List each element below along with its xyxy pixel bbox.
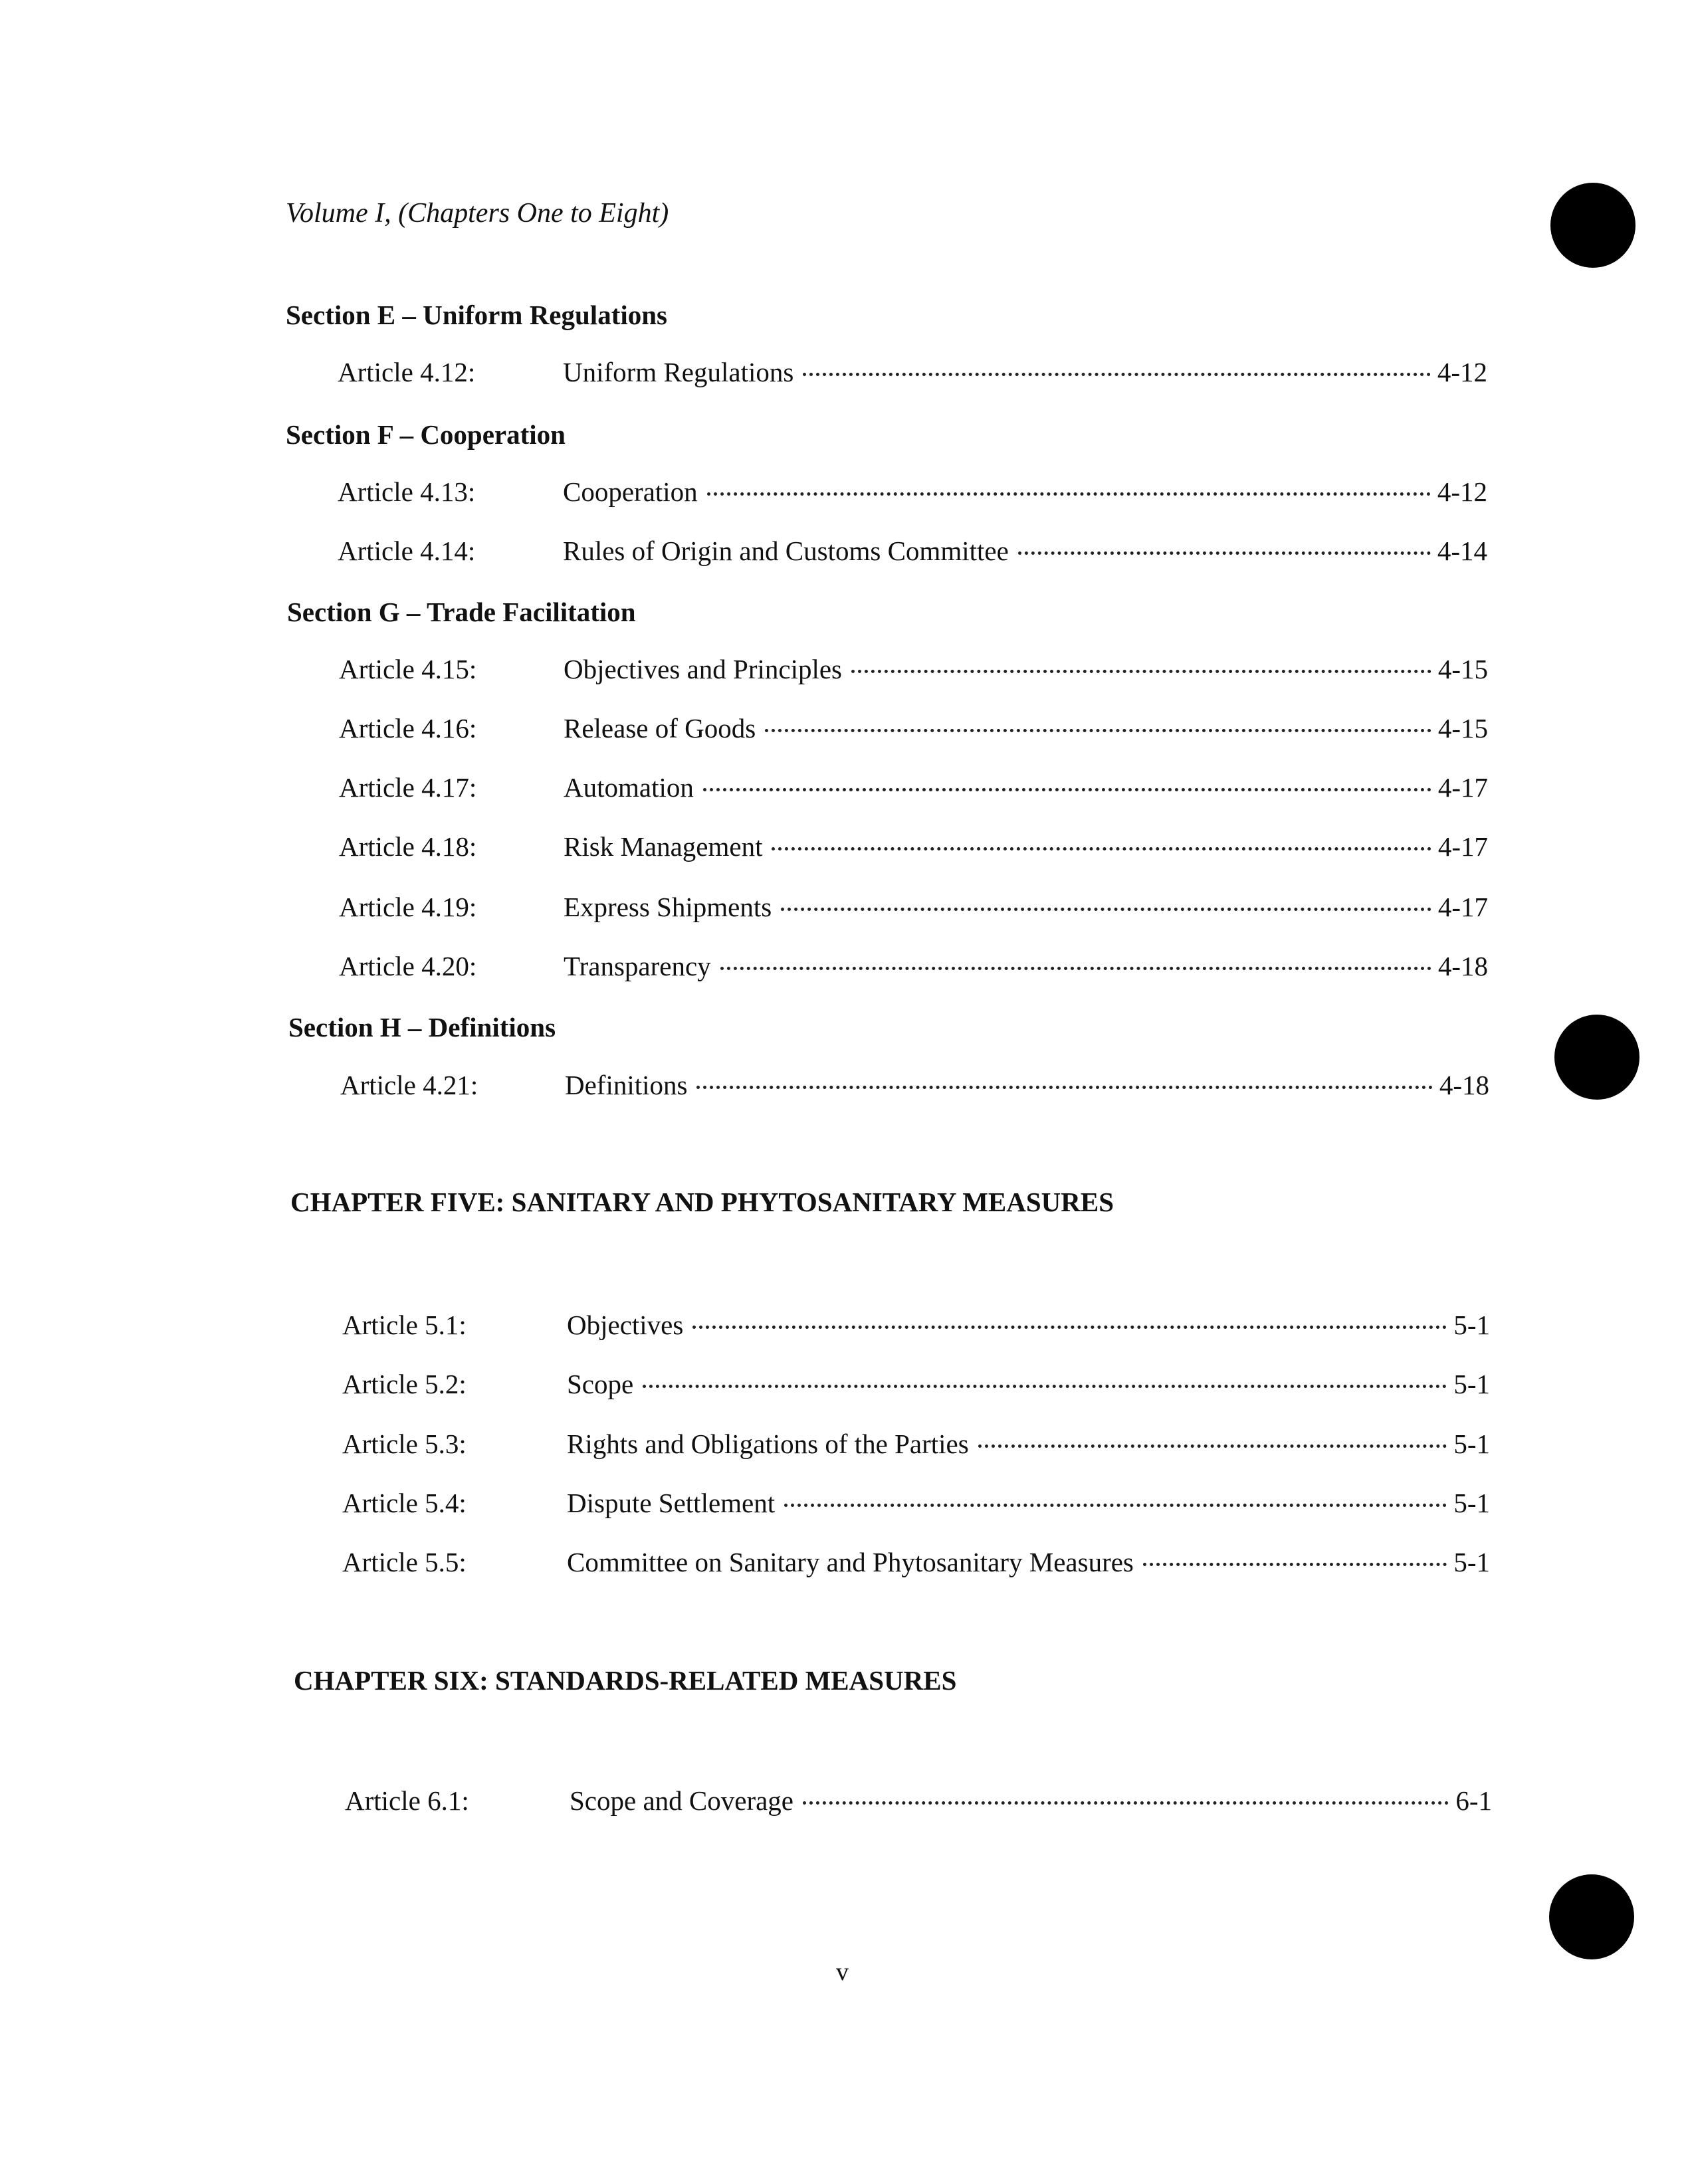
article-number: Article 4.21:	[340, 1070, 478, 1100]
toc-entry[interactable]	[339, 769, 1488, 806]
toc-entry[interactable]	[340, 1066, 1489, 1104]
article-title: Rules of Origin and Customs Committee	[563, 536, 1009, 566]
dot-leader	[978, 1444, 1447, 1448]
article-title: Uniform Regulations	[563, 357, 794, 387]
article-number: Article 5.5:	[342, 1547, 467, 1577]
section-heading: Section G – Trade Facilitation	[287, 597, 636, 627]
section-heading: Section E – Uniform Regulations	[286, 300, 667, 330]
toc-entry[interactable]	[345, 1782, 1492, 1819]
page-reference: 4-18	[1439, 1070, 1489, 1100]
dot-leader	[851, 670, 1431, 673]
page-reference: 4-12	[1437, 357, 1487, 387]
page-number: v	[836, 1958, 849, 1986]
dot-leader	[765, 729, 1431, 732]
article-number: Article 5.4:	[342, 1488, 467, 1518]
article-title: Rights and Obligations of the Parties	[567, 1429, 969, 1459]
article-title: Committee on Sanitary and Phytosanitary Measures	[567, 1547, 1134, 1577]
dot-leader	[1018, 551, 1431, 555]
article-number: Article 4.14:	[338, 536, 476, 566]
article-number: Article 6.1:	[345, 1785, 469, 1816]
article-number: Article 5.1:	[342, 1310, 467, 1340]
toc-entry[interactable]	[342, 1484, 1490, 1522]
page-reference: 4-17	[1437, 831, 1488, 862]
toc-entry[interactable]	[338, 473, 1487, 510]
page-reference: 4-15	[1437, 713, 1488, 744]
article-title: Cooperation	[563, 476, 698, 507]
article-title: Definitions	[565, 1070, 688, 1100]
dot-leader	[643, 1385, 1447, 1388]
toc-entry[interactable]	[338, 353, 1487, 391]
article-number: Article 4.15:	[339, 654, 477, 684]
dot-leader	[703, 788, 1431, 791]
chapter-heading: CHAPTER SIX: STANDARDS-RELATED MEASURES	[294, 1665, 957, 1696]
page-reference: 5-1	[1453, 1547, 1490, 1577]
punch-hole-middle	[1554, 1015, 1639, 1100]
toc-entry[interactable]	[339, 650, 1488, 688]
section-heading: Section F – Cooperation	[286, 419, 566, 450]
dot-leader	[772, 847, 1431, 850]
toc-entry[interactable]	[342, 1365, 1490, 1403]
dot-leader	[720, 967, 1431, 970]
page-reference: 5-1	[1453, 1310, 1490, 1340]
article-title: Dispute Settlement	[567, 1488, 776, 1518]
article-title: Objectives and Principles	[564, 654, 843, 684]
article-title: Objectives	[567, 1310, 684, 1340]
article-number: Article 4.20:	[339, 951, 477, 981]
toc-entry[interactable]	[342, 1425, 1490, 1462]
article-title: Transparency	[564, 951, 711, 981]
article-number: Article 4.19:	[339, 892, 477, 922]
page-reference: 6-1	[1455, 1785, 1492, 1816]
page-reference: 4-14	[1437, 536, 1487, 566]
toc-entry[interactable]	[342, 1543, 1490, 1581]
dot-leader	[803, 1801, 1449, 1805]
volume-heading: Volume I, (Chapters One to Eight)	[286, 198, 669, 229]
article-number: Article 4.13:	[338, 476, 476, 507]
dot-leader	[707, 492, 1431, 496]
article-number: Article 5.3:	[342, 1429, 467, 1459]
dot-leader	[696, 1086, 1432, 1089]
article-number: Article 4.18:	[339, 831, 477, 862]
article-number: Article 4.12:	[338, 357, 476, 387]
toc-entry[interactable]	[338, 532, 1487, 569]
punch-hole-top	[1550, 183, 1635, 268]
dot-leader	[781, 908, 1431, 911]
article-number: Article 4.16:	[339, 713, 477, 744]
toc-entry[interactable]	[342, 1306, 1490, 1343]
page-reference: 5-1	[1453, 1488, 1490, 1518]
page-reference: 4-17	[1437, 772, 1488, 803]
page-reference: 5-1	[1453, 1429, 1490, 1459]
chapter-heading: CHAPTER FIVE: SANITARY AND PHYTOSANITARY MEASURES	[290, 1187, 1114, 1217]
toc-entry[interactable]	[339, 947, 1488, 985]
article-title: Release of Goods	[564, 713, 756, 744]
punch-hole-bottom	[1549, 1874, 1634, 1959]
page-reference: 4-15	[1437, 654, 1488, 684]
article-title: Automation	[564, 772, 694, 803]
page-reference: 4-12	[1437, 476, 1487, 507]
article-title: Risk Management	[564, 831, 763, 862]
toc-entry[interactable]	[339, 888, 1488, 926]
page-reference: 4-18	[1437, 951, 1488, 981]
toc-entry[interactable]	[339, 710, 1488, 747]
article-title: Scope and Coverage	[570, 1785, 793, 1816]
dot-leader	[1143, 1563, 1447, 1566]
dot-leader	[784, 1504, 1447, 1507]
page-reference: 5-1	[1453, 1369, 1490, 1399]
article-number: Article 4.17:	[339, 772, 477, 803]
section-heading: Section H – Definitions	[288, 1012, 556, 1042]
toc-entry[interactable]	[339, 828, 1488, 865]
page-reference: 4-17	[1437, 892, 1488, 922]
dot-leader	[803, 373, 1431, 376]
article-title: Express Shipments	[564, 892, 772, 922]
dot-leader	[692, 1326, 1447, 1329]
article-title: Scope	[567, 1369, 634, 1399]
article-number: Article 5.2:	[342, 1369, 467, 1399]
